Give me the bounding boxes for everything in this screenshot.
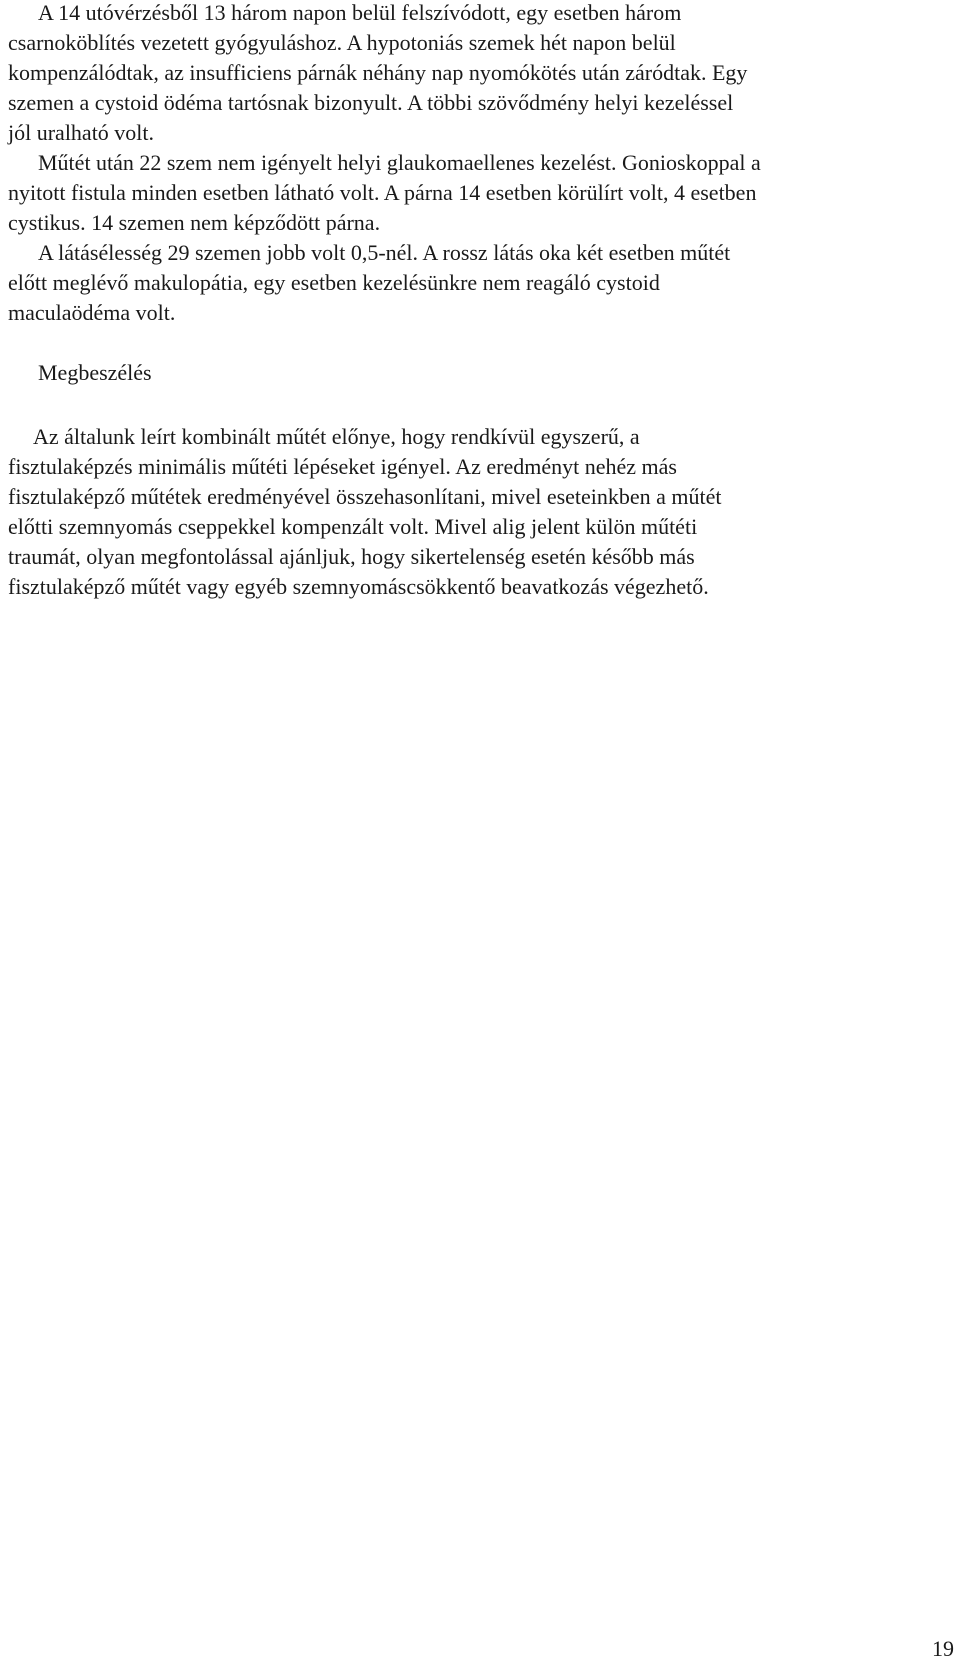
results-line-1: A 14 utóvérzésből 13 három napon belül felszívódott, egy esetben három: [38, 0, 682, 25]
glaucoma-line-2: nyitott fistula minden esetben látható volt. A párna 14 esetben körülírt volt, 4 esetben: [8, 180, 757, 205]
discussion-line-2: fisztulaképzés minimális műtéti lépéseket igényel. Az eredményt nehéz más: [8, 454, 677, 479]
page-number: 19: [932, 1636, 954, 1661]
acuity-line-2: előtt meglévő makulopátia, egy esetben kezelésünkre nem reagáló cystoid: [8, 270, 660, 295]
discussion-line-4: előtti szemnyomás cseppekkel kompenzált volt. Mivel alig jelent külön műtéti: [8, 514, 698, 539]
discussion-heading: Megbeszélés: [38, 360, 152, 385]
discussion-line-6: fisztulaképző műtét vagy egyéb szemnyomáscsökkentő beavatkozás végezhető.: [8, 574, 709, 599]
acuity-line-1: A látásélesség 29 szemen jobb volt 0,5-nél. A rossz látás oka két esetben műtét: [38, 240, 731, 265]
acuity-line-3: maculaödéma volt.: [8, 300, 176, 325]
results-line-4: szemen a cystoid ödéma tartósnak bizonyult. A többi szövődmény helyi kezeléssel: [8, 90, 734, 115]
glaucoma-line-1: Műtét után 22 szem nem igényelt helyi glaukomaellenes kezelést. Gonioskoppal a: [38, 150, 761, 175]
glaucoma-line-3: cystikus. 14 szemen nem képződött párna.: [8, 210, 381, 235]
results-line-3: kompenzálódtak, az insufficiens párnák néhány nap nyomókötés után záródtak. Egy: [8, 60, 748, 85]
discussion-line-3: fisztulaképző műtétek eredményével összehasonlítani, mivel eseteinkben a műtét: [8, 484, 722, 509]
results-line-5: jól uralható volt.: [8, 120, 155, 145]
discussion-line-5: traumát, olyan megfontolással ajánljuk, hogy sikertelenség esetén később más: [8, 544, 695, 569]
discussion-line-1: Az általunk leírt kombinált műtét előnye, hogy rendkívül egyszerű, a: [33, 424, 640, 449]
results-line-2: csarnoköblítés vezetett gyógyuláshoz. A hypotoniás szemek hét napon belül: [8, 30, 676, 55]
